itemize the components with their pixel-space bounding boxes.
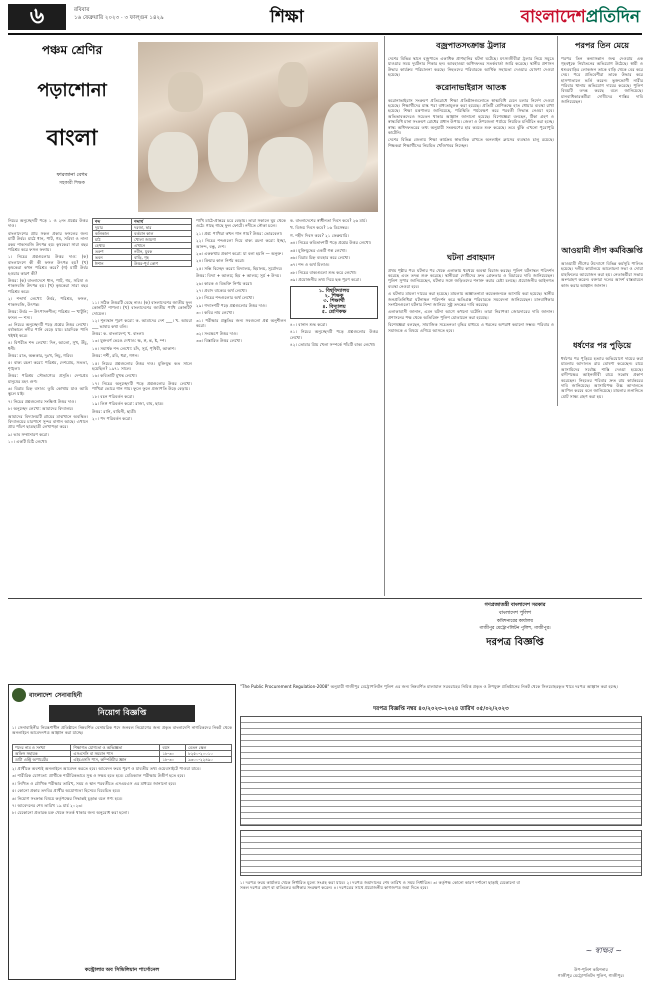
army-ad <box>8 684 236 980</box>
day-label: রবিবার <box>74 7 90 13</box>
lead-title-line2: পড়াশোনা <box>37 80 107 101</box>
lead-author-role: সহকারী শিক্ষক <box>59 181 85 186</box>
tender-subtitle: দরপত্র বিজ্ঞপ্তি নম্বর ৪০/২০২৩-২০২৪ তারিখ ০৫/০২/২০২৩ <box>373 706 509 712</box>
middle-text-3: প্রথম পৃষ্ঠার পর। ঘটনার পর থেকে এলাকায় থমথমে অবস্থা বিরাজ করছে। পুলিশ ঘটনাস্থল পরিদর্শন করেছে এবং তদন্ত শুরু করেছে। স্থানীয়রা দোষীদের দ্রুত গ্রেফতার ও বিচারের দাবি জানিয়েছেন। পুলিশ সুপার জানিয়েছেন, ঘটনার সঙ্গে জড়িতদের শনাক্ত করার চেষ্টা চলছে। প্রয়োজনীয় আইনগত ব্যবস্থা নেওয়া হবে। এ ঘটনায় মামলা দায়ের করা হয়েছে। মামলায় অজ্ঞাতনামা কয়েকজনকে আসামি করা হয়েছে। স্থানীয় জনপ্রতিনিধিরা ঘটনাস্থল পরিদর্শন করে ক্ষতিগ্রস্ত পরিবারকে সমবেদনা জানিয়েছেন। মানবাধিকার সংগঠনগুলো ঘটনার নিন্দা জানিয়ে সুষ্ঠু তদন্তের দাবি করেছে। এলাকাবাসী জানান, এমন ঘটনা আগে কখনো ঘটেনি। তারা নিরাপত্তা জোরদারের দাবি জানান। প্রশাসনের পক্ষ থেকে অতিরিক্ত পুলিশ মোতায়েন করা হয়েছে। বিশেষজ্ঞরা বলছেন, সামাজিক সচেতনতা বৃদ্ধির মাধ্যমে এ ধরনের অপরাধ কমানো সম্ভব। পরিবার ও সমাজকে এ বিষয়ে এগিয়ে আসতে হবে। <box>388 267 554 333</box>
page-number-badge: ৬ <box>8 4 66 30</box>
middle-headline-2: করোনাভাইরাস আতঙ্ক <box>435 82 507 92</box>
army-conditions: ২। প্রার্থীকে অবশ্যই অনলাইনে আবেদন করতে হবে। আবেদন ফরম পূরণ ও যাবতীয় তথ্য ওয়েবসাইটে পাওয়া যাবে। ৩। শারীরিক যোগ্যতা: প্রার্থীকে শারীরিকভাবে সুস্থ ও সক্ষম হতে হবে। মেডিক্যাল পরীক্ষায় উত্তীর্ণ হতে হবে। ৪। লিখিত ও মৌখিক পরীক্ষার তারিখ, সময় ও স্থান পরবর্তীতে এসএমএস এর মাধ্যমে জানানো হবে। ৫। কোনো প্রকার তদবির প্রার্থীর অযোগ্যতা হিসেবে বিবেচিত হবে। ৬। নিয়োগ সংক্রান্ত বিষয়ে কর্তৃপক্ষের সিদ্ধান্তই চূড়ান্ত বলে গণ্য হবে। ৭। আবেদনের শেষ তারিখ ১৯ মার্চ ২০২৩। ৮। যেকোনো প্রতারক চক্র থেকে সতর্ক থাকার জন্য অনুরোধ করা হলো। <box>12 766 201 816</box>
logo-part2: প্রতিদিন <box>585 7 640 27</box>
tender-office: কমিশনারের কার্যালয় <box>496 619 534 624</box>
lead-text-col2: ১১। সঠিক উত্তরটি বেছে নাও। (ক) বাংলাদেশের জাতীয় ফুল কোনটি? শাপলা। (খ) বাংলাদেশের জাতীয় পাখি কোনটি? দোয়েল। ১২। শূন্যস্থান পূরণ করো: ক. আমাদের দেশ ___। খ. আমরা ___ ভাষায় কথা বলি। উত্তর: ক. বাংলাদেশ; খ. বাংলা। ১৩। যুক্তবর্ণ ভেঙে দেখাও: ক্ষ, ঙ্গ, ন্ত, ষ্ট, ম্প। ১৪। সমার্থক শব্দ লেখো: চাঁদ, সূর্য, পৃথিবী, আকাশ। উত্তর: শশী, রবি, ধরা, গগন। ১৫। নিচের প্রশ্নগুলোর উত্তর দাও। মুক্তিযুদ্ধ কত সালে হয়েছিল? ১৯৭১ সালে। ১৬। কবিতাটি মুখস্থ লেখো। ১৭। নিচের অনুচ্ছেদটি পড়ে প্রশ্নগুলোর উত্তর লেখো। পাখিরা ভোরে গান গায়। ফুলে ফুলে প্রজাপতি উড়ে বেড়ায়। ১৮। বচন পরিবর্তন করো। ১৯। লিঙ্গ পরিবর্তন করো: রাজা, বাঘ, ছাত্র। উত্তর: রানি, বাঘিনী, ছাত্রী। ২০। পদ পরিবর্তন করো। <box>92 300 192 421</box>
newspaper-logo[interactable] <box>521 4 640 32</box>
date-line <box>74 7 164 23</box>
date-text: ১৬ ফেব্রুয়ারি ২০২৩ · ৩ ফাল্গুন ১৪২৯ <box>74 15 164 21</box>
army-intro: ১। সেনাবাহিনীর নিয়ন্ত্রণাধীন প্রতিষ্ঠানে নিম্নবর্ণিত বেসামরিক পদে জনবল নিয়োগের জন্য প্রকৃত বাংলাদেশি নাগরিকদের নিকট থেকে অনলাইনে আবেদনপত্র আহ্বান করা যাচ্ছে। <box>12 725 232 736</box>
army-title: নিয়োগ বিজ্ঞপ্তি <box>49 705 195 722</box>
middle-text-1: দেশের বিভিন্ন স্থানে বজ্রপাতে একাধিক প্রাণহানির ঘটনা ঘটেছে। মৎস্যজীবীরা ট্রলার নিয়ে সমুদ্রে যাওয়ার সময় দুর্ঘটনার শিকার হন। আবহাওয়া অধিদফতর সতর্কবার্তা জারি করেছে। স্থানীয় প্রশাসন উদ্ধার কার্যক্রম পরিচালনা করছে। নিহতদের পরিবারকে আর্থিক সহায়তা দেওয়ার ঘোষণা দেওয়া হয়েছে। <box>388 56 554 78</box>
column-divider-1 <box>384 36 385 596</box>
column-divider-2 <box>557 36 558 406</box>
right-headline-2: আওয়ামী লীগ কর্মবিজ্ঞপ্তি <box>561 246 643 255</box>
right-text-2: আওয়ামী লীগের উদ্যোগে বিভিন্ন কর্মসূচি পালিত হয়েছে। দলীয় কার্যালয়ে আলোচনা সভা ও দোয়া মাহফিলের আয়োজন করা হয়। নেতাকর্মীরা সভায় অংশগ্রহণ করেন। বক্তারা দলের আদর্শ বাস্তবায়নে কাজ করার আহ্বান জানান। <box>561 261 643 288</box>
lead-text-col3: পাখি মাঠে-প্রান্তরে চরে বেড়ায়। তারা সকালে ঘুম থেকে ওঠে। গাছে গাছে ফুল ফোটে। নদীতে নৌকা চলে। ২১। প্রশ্ন: পাখিরা কখন গান গায়? উত্তর: ভোরবেলা। ২২। নিচের শব্দগুলো দিয়ে বাক্য রচনা করো: ইচ্ছা, আনন্দ, বন্ধু, দেশ। ২৩। এককথায় প্রকাশ করো: যা বলা হয়নি — অনুক্ত। ২৪। ক্রিয়ার কাল নির্ণয় করো। ২৫। সন্ধি বিচ্ছেদ করো: বিদ্যালয়, হিমালয়, সূর্যোদয়। উত্তর: বিদ্যা + আলয়; হিম + আলয়; সূর্য + উদয়। ২৬। কারক ও বিভক্তি নির্ণয় করো। ২৭। প্রবাদ বাক্যের অর্থ লেখো। ২৮। নিচের শব্দগুলোর অর্থ লেখো। ২৯। গদ্যাংশটি পড়ে প্রশ্নগুলোর উত্তর দাও। ৩০। কবির নাম লেখো। ৩১। পরীক্ষার প্রস্তুতির জন্য সবগুলো প্রশ্ন অনুশীলন করো। ৩২। সংক্ষেপে উত্তর দাও। ৩৩। বিস্তারিত উত্তর লেখো। <box>196 218 286 343</box>
lead-title-line3: বাংলা <box>46 126 98 151</box>
tender-conditions: ১। দরপত্র ফরম কার্যালয় থেকে নির্ধারিত মূল্যে সংগ্রহ করা যাবে। ২। দরপত্র জমাদানের শেষ তারিখ ও সময় নির্ধারিত। ৩। কর্তৃপক্ষ কোনো কারণ দর্শানো ছাড়াই যেকোনো বা সকল দরপত্র গ্রহণ বা বাতিলের অধিকার সংরক্ষণ করেন। ৪। দরপত্রের সাথে প্রয়োজনীয় কাগজপত্র জমা দিতে হবে। <box>240 880 520 891</box>
tender-title: দরপত্র বিজ্ঞপ্তি <box>486 637 544 648</box>
lead-title-block <box>12 42 132 187</box>
lead-text-col1: নিচের অনুচ্ছেদটি পড়ে ১ ও ২নং প্রশ্নের উত্তর দাও। বাংলাদেশের প্রায় সকল প্রকার ফসলের জন্য মাটি উর্বর। মাঠে ধান, পাট, গম, সরিষা ও নানা রকম শাকসবজি উৎপন্ন হয়। কৃষকেরা সারা বছর পরিশ্রম করে ফসল ফলায়। ১। নিচের প্রশ্নগুলোর উত্তর দাও: (ক) বাংলাদেশে কী কী ফসল উৎপন্ন হয়? (খ) কৃষকেরা কখন পরিশ্রম করে? (গ) মাটি উর্বর হওয়ার কারণ কী? উত্তর: (ক) বাংলাদেশে ধান, পাট, গম, সরিষা ও শাকসবজি উৎপন্ন হয়। (খ) কৃষকেরা সারা বছর পরিশ্রম করে। ২। শব্দার্থ লেখো: উর্বর, পরিশ্রম, ফসল, শাকসবজি, উৎপন্ন। উত্তর: উর্বর — উৎপাদনশীল; পরিশ্রম — খাটুনি; ফসল — শস্য। ৩। নিচের অনুচ্ছেদটি পড়ে প্রশ্নের উত্তর লেখো। বর্ষাকালে নদীর পানি বেড়ে যায়। চারদিকে পানি থইথই করে। ৪। বিপরীত শব্দ লেখো: দিন, আলো, সুখ, উঁচু, ধনী। উত্তর: রাত, অন্ধকার, দুঃখ, নিচু, গরিব। ৫। বাক্য রচনা করো: পরিশ্রম, দেশপ্রেম, সততা, শৃঙ্খলা। উত্তর: পরিশ্রম সৌভাগ্যের প্রসূতি। দেশপ্রেম মানুষের মহৎ গুণ। ৬। বিরাম চিহ্ন বসাও: তুমি কোথায় যাও আমি স্কুলে যাই। ৭। নিচের প্রশ্নগুলোর সংক্ষিপ্ত উত্তর দাও। ৮। অনুচ্ছেদ লেখো: আমাদের বিদ্যালয়। আমাদের বিদ্যালয়টি গ্রামের মাঝখানে অবস্থিত। বিদ্যালয়ের চারপাশে সুন্দর বাগান আছে। এখানে প্রায় পাঁচশ ছাত্রছাত্রী লেখাপড়া করে। ৯। ভাব সম্প্রসারণ করো। ১০। একটি চিঠি লেখো। <box>8 218 88 445</box>
right-text-3: ধর্ষণের পর পুড়িয়ে হত্যার অভিযোগে দায়ের করা মামলায় আদালত রায় ঘোষণা করেছেন। রায়ে আসামিদের সর্বোচ্চ শাস্তি দেওয়া হয়েছে। বাদীপক্ষের আইনজীবী রায়ে সন্তোষ প্রকাশ করেছেন। নিহতের পরিবার দ্রুত রায় কার্যকরের দাবি জানিয়েছে। আসামিপক্ষ উচ্চ আদালতে আপিল করবে বলে জানিয়েছে। মামলার শুনানিতে মোট সাক্ষ্য গ্রহণ করা হয়। <box>561 356 643 399</box>
army-footer: কন্ট্রোলার অব সিভিলিয়ান পার্সোনেল <box>84 967 160 973</box>
middle-headline-3: ঘটনা প্রবাহমান <box>447 252 495 262</box>
tender-signature: ~ স্বাক্ষর ~ <box>585 946 622 955</box>
middle-column <box>388 40 554 498</box>
tender-body <box>240 684 642 980</box>
right-headline-3: ধর্ষণের পর পুড়িয়ে <box>572 341 632 350</box>
tender-header <box>388 602 642 682</box>
tender-dept: বাংলাদেশ পুলিশ <box>498 610 532 616</box>
army-country: বাংলাদেশ <box>29 691 52 699</box>
section-title: শিক্ষা <box>270 7 304 27</box>
right-headline-1: পরপর তিন মেয়ে <box>575 41 629 50</box>
army-emblem-icon <box>12 688 26 702</box>
right-column <box>561 40 643 516</box>
lead-title-line1: পঞ্চম শ্রেণির <box>41 43 103 57</box>
tender-gov: গণপ্রজাতন্ত্রী বাংলাদেশ সরকার <box>484 602 546 608</box>
tender-office2: গাজীপুর মেট্রোপলিটন পুলিশ, গাজীপুর। <box>479 626 551 631</box>
tender-table-2 <box>240 830 642 876</box>
ads-divider <box>8 598 642 599</box>
army-table: পদের নাম ও সংখ্যা শিক্ষাগত যোগ্যতা ও অভিজ্ঞতা বয়স বেতন স্কেল অফিস সহায়ক এসএসসি বা সমমান পাস ১৮-৩০ ৮২৫০-২০০১০ ডাটা এন্ট্রি অপারেটর এইচএসসি পাস, কম্পিউটার জ্ঞান ১৮-৩০ ৯৩০০-২২৪৯০ <box>9 744 235 763</box>
tender-table-1 <box>240 716 642 826</box>
army-org: সেনাবাহিনী <box>55 691 82 699</box>
logo-part1: বাংলাদেশ <box>520 7 586 27</box>
lead-author: ফারজানা বেগম <box>56 172 88 178</box>
tender-signatory: উপ-পুলিশ কমিশনার গাজীপুর মেট্রোপলিটন পুলিশ, গাজীপুর। <box>557 967 625 978</box>
tender-intro: "The Public Procurement Regulation-2008" অনুযায়ী গাজীপুর মেট্রোপলিটন পুলিশ এর জন্য নিম্নবর্ণিত মালামাল সরবরাহের নিমিত্ত প্রকৃত ও উপযুক্ত প্রতিষ্ঠানের নিকট থেকে সিলমোহরকৃত খামে দরপত্র আহ্বান করা হচ্ছে। <box>240 684 618 689</box>
lead-info-box: ১. বিশ্ববিদ্যালয় ২. শিক্ষক ৩. শিক্ষার্থী ৪. বিদ্যালয় ৫. শ্রেণিকক্ষ <box>290 286 378 319</box>
middle-text-2: করোনাভাইরাস সংক্রমণ প্রতিরোধে শিক্ষা প্রতিষ্ঠানগুলোতে স্বাস্থ্যবিধি মেনে চলার নির্দেশ দেওয়া হয়েছে। শিক্ষার্থীদের মাস্ক পরা বাধ্যতামূলক করা হয়েছে। প্রতিটি শ্রেণিকক্ষে হাত ধোয়ার ব্যবস্থা রাখা হয়েছে। শিক্ষা মন্ত্রণালয় জানিয়েছে, পরিস্থিতি পর্যবেক্ষণ করে পরবর্তী সিদ্ধান্ত নেওয়া হবে। অভিভাবকদেরও সচেতন থাকার আহ্বান জানানো হয়েছে। বিশেষজ্ঞরা বলছেন, টিকা গ্রহণ ও স্বাস্থ্যবিধি মানা সংক্রমণ রোধের প্রধান উপায়। জেলা ও উপজেলা পর্যায়ে নিয়মিত মনিটরিং করা হচ্ছে। স্বাস্থ্য অধিদফতরের তথ্য অনুযায়ী সংক্রমণের হার কমতে শুরু করেছে। তবে ঝুঁকি এখনো পুরোপুরি কাটেনি। দেশের বিভিন্ন জেলায় শিক্ষা কার্যক্রম স্বাভাবিক রাখতে অনলাইন ক্লাসের ব্যবস্থাও চালু রয়েছে। শিক্ষকরা শিক্ষার্থীদের নিয়মিত খোঁজখবর নিচ্ছেন। <box>388 97 554 148</box>
lead-text-col4: ক. বাংলাদেশের স্বাধীনতা দিবস কবে? ২৬ মার্চ। খ. বিজয় দিবস কবে? ১৬ ডিসেম্বর। গ. শহীদ দিবস কবে? ২১ ফেব্রুয়ারি। ৩৪। নিচের কবিতাংশটি পড়ে প্রশ্নের উত্তর লেখো। ৩৫। মুক্তিযুদ্ধের একটি গল্প লেখো। ৩৬। বিরাম চিহ্ন ব্যবহার করে লেখো। ৩৭। শব্দ ও অর্থ মিলাও। ৩৮। নিচের বাক্যগুলো শুদ্ধ করে লেখো। ৩৯। প্রয়োজনীয় তথ্য দিয়ে ছক পূরণ করো। ১. বিশ্ববিদ্যালয় ২. শিক্ষক ৩. শিক্ষার্থী ৪. বিদ্যালয় ৫. শ্রেণিকক্ষ ৪০। বানান শুদ্ধ করো। ৪১। নিচের অনুচ্ছেদটি পড়ে প্রশ্নগুলোর উত্তর লেখো। ৪২। তোমার প্রিয় খেলা সম্পর্কে পাঁচটি বাক্য লেখো। <box>290 218 378 347</box>
right-text-1: পরপর তিন কন্যাসন্তান জন্ম দেওয়ায় এক গৃহবধূকে নির্যাতনের অভিযোগ উঠেছে। স্বামী ও শ্বশুরবাড়ির লোকজন তাকে বাড়ি থেকে বের করে দেয়। পরে প্রতিবেশীরা তাকে উদ্ধার করে হাসপাতালে ভর্তি করেন। ভুক্তভোগী নারীর পরিবার থানায় অভিযোগ দায়ের করেছে। পুলিশ বিষয়টি তদন্ত করছে বলে জানিয়েছে। মানবাধিকারকর্মীরা দোষীদের শাস্তির দাবি জানিয়েছেন। <box>561 56 643 105</box>
middle-headline-1: বজ্রপাতসংক্রান্ত ট্রলার <box>436 41 506 50</box>
classroom-photo <box>138 42 378 212</box>
header-rule <box>8 33 642 35</box>
word-meaning-box: শব্দ শব্দার্থ দুয়ার দরজা, দ্বার কলিকাল বর্তমান কাল মাঠ খোলা জায়গা হেথায় এখানে তরুণ নবীন, যুবক ভবন বাড়ি, গৃহ ঈশান উত্তর-পূর্ব কোণ <box>92 218 192 267</box>
